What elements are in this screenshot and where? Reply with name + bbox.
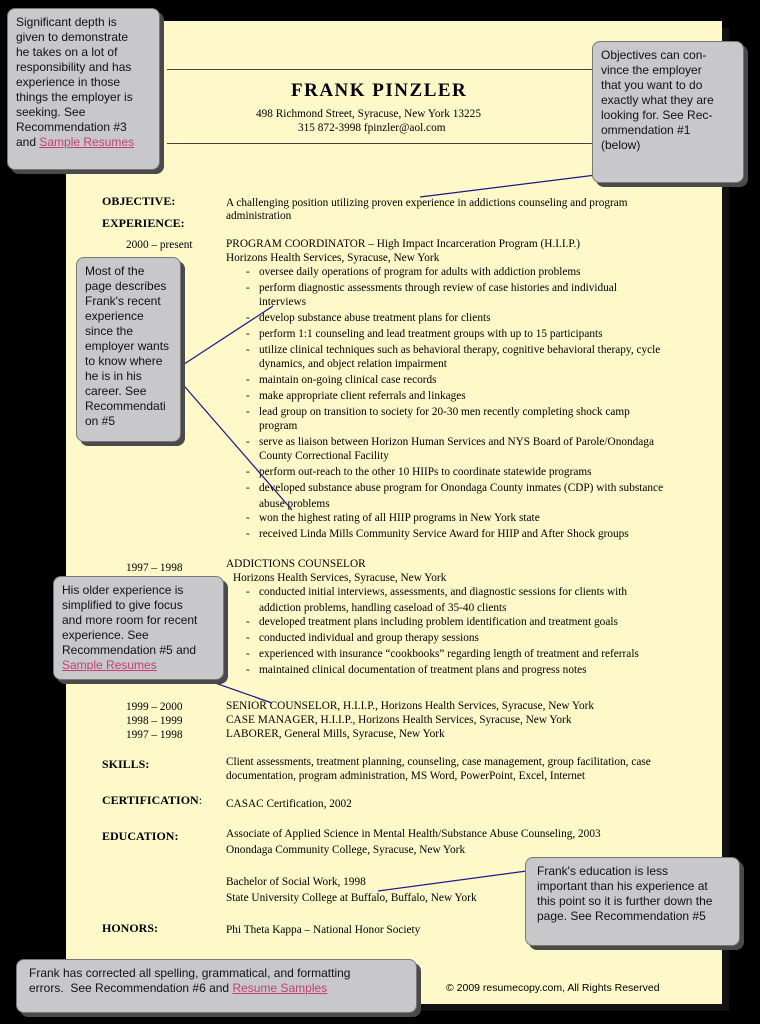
bullet-text: perform 1:1 counseling and lead treatment groups with up to 15 participants — [259, 328, 603, 340]
callout-line: Frank has corrected all spelling, grammatical, and formatting — [29, 966, 351, 980]
callout-line: he is in his — [85, 369, 142, 383]
callout-line: experience. See — [62, 628, 149, 642]
callout-line: His older experience is — [62, 583, 184, 597]
older-job-text: SENIOR COUNSELOR, H.I.I.P., Horizons Health Services, Syracuse, New York — [226, 700, 595, 712]
connector-most-up — [172, 306, 273, 372]
callout-depth — [7, 8, 160, 170]
bullet-dash: - — [246, 586, 250, 598]
objective-heading: OBJECTIVE: — [102, 194, 176, 208]
bullet-dash: - — [246, 406, 250, 418]
bullet-text: make appropriate client referrals and linkages — [259, 390, 466, 402]
callout-education — [525, 857, 740, 946]
education-heading: EDUCATION: — [102, 829, 179, 843]
bullet-text: oversee daily operations of program for adults with addiction problems — [259, 266, 581, 278]
bullet-text: dynamics, and object relation impairment — [259, 358, 447, 370]
callout-line: Frank's recent — [85, 294, 161, 308]
honors-text: Phi Theta Kappa – National Honor Society — [226, 924, 421, 936]
callout-line: simplified to give focus — [62, 598, 183, 612]
bullet-dash: - — [246, 390, 250, 402]
resume-samples-link[interactable]: Resume Samples — [232, 981, 328, 995]
bullet-text: utilize clinical techniques such as behavioral therapy, cognitive behavioral therapy, cycle — [259, 344, 661, 356]
skills-line-1: Client assessments, treatment planning, counseling, case management, group facilitation, case — [226, 756, 651, 768]
education-line: Associate of Applied Science in Mental Health/Substance Abuse Counseling, 2003 — [226, 828, 601, 840]
bullet-dash: - — [246, 528, 250, 540]
callout-line: looking for. See Rec- — [601, 108, 713, 122]
bullet-text: experienced with insurance “cookbooks” regarding length of treatment and referrals — [259, 648, 639, 660]
bullet-text: won the highest rating of all HIIP programs in New York state — [259, 512, 540, 524]
bullet-text: maintained clinical documentation of treatment plans and progress notes — [259, 664, 587, 676]
bullet-dash: - — [246, 312, 250, 324]
callout-line: exactly what they are — [601, 93, 714, 107]
older-job-text: LABORER, General Mills, Syracuse, New York — [226, 728, 445, 740]
callout-recent-experience — [76, 257, 181, 442]
callout-line: (below) — [601, 138, 641, 152]
resume-name: FRANK PINZLER — [291, 80, 468, 101]
bullet-text: conducted individual and group therapy sessions — [259, 632, 479, 644]
education-line: State University College at Buffalo, Buffalo, New York — [226, 892, 477, 904]
bullet-text: perform diagnostic assessments through review of case histories and individual — [259, 282, 617, 294]
bullet-dash: - — [246, 632, 250, 644]
callout-line — [16, 135, 151, 150]
callout-line: experience — [85, 309, 144, 323]
bullet-text: developed treatment plans including problem identification and treatment goals — [259, 616, 618, 628]
callout-line: since the — [85, 324, 134, 338]
resume-address: 498 Richmond Street, Syracuse, New York 13225 — [256, 108, 481, 120]
callout-line: he takes on a lot of — [16, 45, 118, 59]
callout-line: page. See Recommendation #5 — [537, 909, 706, 923]
objective-line-2: administration — [226, 210, 292, 222]
callout-line: vince the employer — [601, 63, 702, 77]
connector-most-down — [172, 372, 292, 510]
callout-objectives — [592, 41, 744, 183]
bullet-dash: - — [246, 282, 250, 294]
bullet-text: conducted initial interviews, assessments, and diagnostic sessions for clients with — [259, 586, 628, 598]
callout-line: Frank's education is less — [537, 864, 669, 878]
education-line: Bachelor of Social Work, 1998 — [226, 876, 366, 888]
job2-title: ADDICTIONS COUNSELOR — [226, 558, 366, 570]
older-job-dates: 1998 – 1999 — [126, 715, 183, 727]
bullet-dash: - — [246, 664, 250, 676]
bullet-text: interviews — [259, 296, 307, 308]
connector-education — [378, 870, 534, 891]
callout-line: Objectives can con- — [601, 48, 707, 62]
callout-line: and more room for recent — [62, 613, 198, 627]
callout-line: experience in those — [16, 75, 121, 89]
bullet-text: perform out-reach to the other 10 HIIPs to coordinate statewide programs — [259, 466, 592, 478]
resume-contact: 315 872-3998 fpinzler@aol.com — [298, 122, 446, 134]
callout-line: things the employer is — [16, 90, 133, 104]
callout-line: Recommendation #3 — [16, 120, 127, 134]
job2-org: Horizons Health Services, Syracuse, New York — [233, 572, 447, 584]
callout-line: to know where — [85, 354, 163, 368]
callout-line: page describes — [85, 279, 167, 293]
callout-line: Most of the — [85, 264, 145, 278]
older-job-dates: 1997 – 1998 — [126, 729, 183, 741]
bullet-text: serve as liaison between Horizon Human Services and NYS Board of Parole/Onondaga — [259, 436, 654, 448]
callout-line: Recommendati — [85, 399, 166, 413]
connector-objectives — [420, 175, 596, 197]
experience-heading: EXPERIENCE: — [102, 216, 185, 230]
callout-line: this point so it is further down the — [537, 894, 713, 908]
callout-corrected — [16, 959, 417, 1013]
bullet-text: lead group on transition to society for 20-30 men recently completing shock camp — [259, 406, 630, 418]
bullet-dash: - — [246, 482, 250, 494]
bullet-text: maintain on-going clinical case records — [259, 374, 437, 386]
callout-line: seeking. See — [16, 105, 86, 119]
sample-resumes-link[interactable]: Sample Resumes — [62, 658, 157, 672]
bullet-dash: - — [246, 344, 250, 356]
older-job-dates: 1999 – 2000 — [126, 701, 183, 713]
bullet-dash: - — [246, 328, 250, 340]
bullet-dash: - — [246, 648, 250, 660]
job1-dates: 2000 – present — [126, 239, 193, 251]
callout-line: important than his experience at — [537, 879, 708, 893]
bullet-dash: - — [246, 374, 250, 386]
bullet-text: develop substance abuse treatment plans for clients — [259, 312, 491, 324]
bullet-text: addiction problems, handling caseload of 35-40 clients — [259, 602, 507, 614]
callout-line: ommendation #1 — [601, 123, 691, 137]
sample-resumes-link[interactable]: Sample Resumes — [39, 135, 135, 149]
skills-heading: SKILLS: — [102, 757, 150, 771]
bullet-text: abuse problems — [259, 498, 330, 510]
bullet-text: developed substance abuse program for Onondaga County inmates (CDP) with substance — [259, 482, 664, 494]
bullet-dash: - — [246, 512, 250, 524]
callout-line — [29, 981, 404, 996]
copyright: © 2009 resumecopy.com, All Rights Reserved — [446, 982, 660, 994]
callout-text: errors. See Recommendation #6 and — [29, 981, 233, 995]
callout-line: Recommendation #5 and — [62, 643, 197, 657]
job1-title: PROGRAM COORDINATOR – High Impact Incarceration Program (H.I.I.P.) — [226, 238, 581, 250]
education-line: Onondaga Community College, Syracuse, New York — [226, 844, 466, 856]
certification-text: CASAC Certification, 2002 — [226, 798, 352, 810]
skills-line-2: documentation, program administration, MS Word, PowerPoint, Excel, Internet — [226, 770, 586, 782]
callout-line: Significant depth is — [16, 15, 117, 29]
bullet-text: received Linda Mills Community Service Award for HIIP and After Shock groups — [259, 528, 629, 540]
older-job-text: CASE MANAGER, H.I.I.P., Horizons Health Services, Syracuse, New York — [226, 714, 572, 726]
certification-heading-text: CERTIFICATION — [102, 793, 199, 807]
bullet-dash: - — [246, 436, 250, 448]
callout-text: and — [16, 135, 40, 149]
bullet-dash: - — [246, 266, 250, 278]
callout-line: responsibility and has — [16, 60, 132, 74]
bullet-dash: - — [246, 616, 250, 628]
objective-line-1: A challenging position utilizing proven experience in addictions counseling and program — [226, 197, 628, 209]
job2-dates: 1997 – 1998 — [126, 562, 183, 574]
bullet-text: County Correctional Facility — [259, 450, 389, 462]
callout-older-experience — [53, 576, 224, 680]
callout-line: career. See — [85, 384, 147, 398]
callout-line: that you want to do — [601, 78, 703, 92]
job1-org: Horizons Health Services, Syracuse, New York — [226, 252, 440, 264]
certification-heading-colon: : — [198, 793, 203, 807]
honors-heading: HONORS: — [102, 921, 159, 935]
callout-line: employer wants — [85, 339, 170, 353]
bullet-text: program — [259, 420, 298, 432]
callout-line: on #5 — [85, 414, 116, 428]
callout-line: given to demonstrate — [16, 30, 129, 44]
bullet-dash: - — [246, 466, 250, 478]
